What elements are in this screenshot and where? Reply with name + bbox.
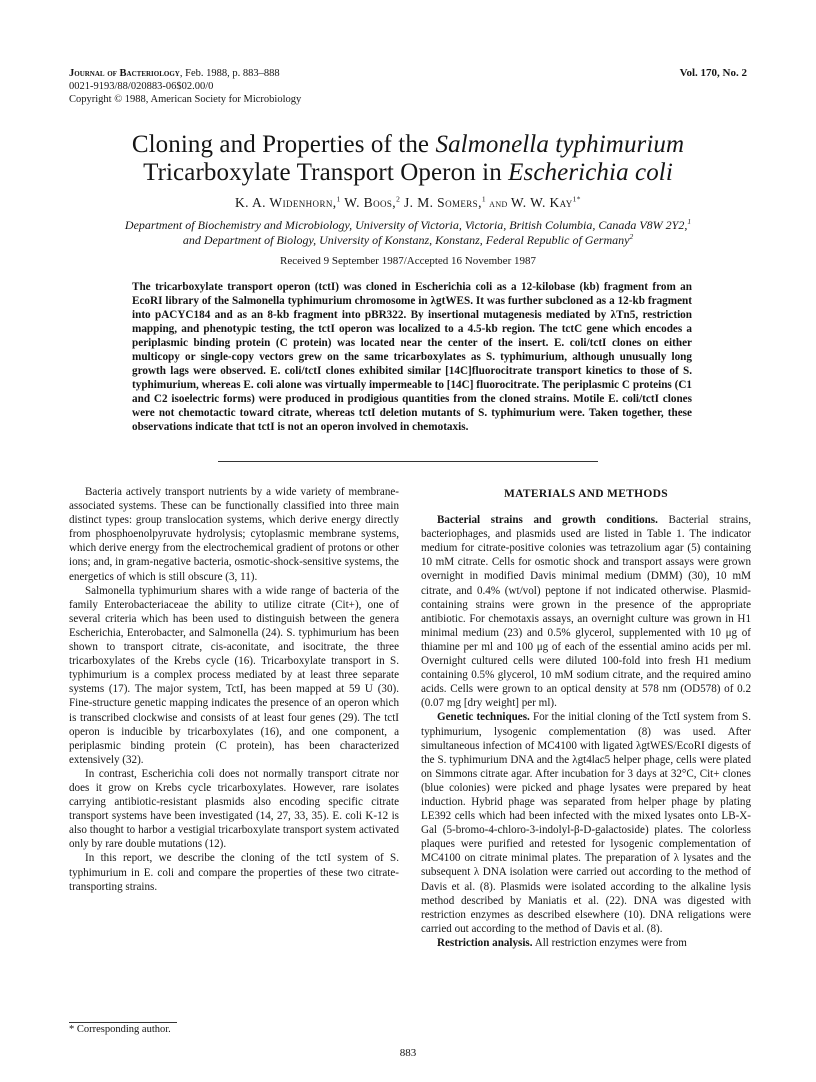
subsection-heading: Bacterial strains and growth conditions. [437,514,658,527]
footnote-divider [69,1022,177,1023]
abstract: The tricarboxylate transport operon (tctI) was cloned in Escherichia coli as a 12-kilobase (kb) fragment from an EcoRI library of the Salmonella typhimurium chromosome in λgtWES. It was further subcloned as a 12-kb fragment into pACYC184 and as an 8-kb fragment into pBR322. By insertional mutagenesis mediated by λTn5, restriction mapping, and phenotypic testing, the tctI operon was localized to a 4.5-kb region. The tctC gene which encodes a periplasmic binding protein (C protein) was located near the center of the insert. E. coli/tctI clones on either multicopy or single-copy vectors grew on the same tricarboxylates as S. typhimurium, although unusually long growth lags were observed. E. coli/tctI clones exhibited similar [14C]fluorocitrate transport kinetics to those of S. typhimurium, whereas E. coli alone was virtually impermeable to [14C] fluorocitrate. The periplasmic C proteins (C1 and C2 isoelectric forms) were produced in prodigious quantities from the cloned strains. Motile E. coli/tctI clones were not chemotactic toward citrate, whereas tctI deletion mutants of S. typhimurium were. Taken together, these observations indicate that tctI is not an operon involved in chemotaxis. [132,281,692,433]
left-column [69,485,399,894]
title-text: Cloning and Properties of the [131,131,436,158]
author-affil-mark: 1 [336,194,341,204]
author-affil-mark: 1* [572,194,581,204]
affiliation-2 [60,233,756,248]
body-paragraph: In this report, we describe the cloning of the tctI system of S. typhimurium in E. coli and compare the properties of these two citrate-transporting strains. [69,852,399,893]
author-name: K. A. Widenhorn, [235,195,337,210]
affiliation-mark: 1 [687,217,692,226]
footnote: * Corresponding author. [69,1024,171,1035]
body-paragraph [421,513,751,710]
received-dates: Received 9 September 1987/Accepted 16 November 1987 [280,255,536,267]
paragraph-text: For the initial cloning of the TctI system from S. typhimurium, lysogenic complementation (8) was used. After simultaneous infection of MC4100 with ligated λgtWES/EcoRI digests of the S. typhimurium DNA and the λgt4lac5 helper phage, cells were plated on Simmons citrate agar. After incubation for 3 days at 32°C, Cit+ clones (blue colonies) were picked and phage lysates were prepared by heat induction. Hybrid phage was separated from helper phage by plating LE392 cells which had been infected with the mixed lysates onto LB-X-Gal (5-bromo-4-chloro-3-indolyl-β-D-galactoside) plates. The colorless plaques were purified and retested for lysogenic complementation of MC4100 on citrate minimal plates. The preparation of λ lysates and the subsequent λ DNA isolation were carried out according to the method of Davis et al. (8). Plasmids were isolated according to the alkaline lysis method described by Maniatis et al. (22). DNA was digested with restriction enzymes as described elsewhere (10). DNA religations were carried out according to the method of Davis et al. (8). [421,711,751,935]
body-paragraph [421,710,751,936]
journal-citation [69,67,469,80]
body-paragraph: Salmonella typhimurium shares with a wide range of bacteria of the family Enterobacteriaceae the ability to utilize citrate (Cit+), one of several criteria which has been used to distinguish between the genera Escherichia, Enterobacter, and Salmonella (24). S. typhimurium has been shown to transport citrate, cis-aconitate, and isocitrate, the three tricarboxylates of the Krebs cycle (16). Tricarboxylate transport in S. typhimurium is a complex process mediated by at least three separate systems (17). The major system, TctI, has been mapped at 59 U (30). Fine-structure genetic mapping indicates the presence of an operon which is transcribed clockwise and consists of at least four genes (29). The tctI operon is inducible by tricarboxylates (16), and one component, a periplasmic binding protein (C protein), has been characterized extensively (32). [69,584,399,766]
author-affil-mark: 2 [396,194,401,204]
subsection-heading: Genetic techniques. [437,711,530,724]
affiliation-mark: 2 [629,232,634,241]
title-line-2 [60,159,756,187]
abstract-divider [218,461,598,462]
journal-header [69,67,469,106]
article-title [60,131,756,187]
page-number: 883 [399,1047,417,1059]
title-species: Salmonella typhimurium [435,131,685,158]
author-name: W. Boos, [340,195,397,210]
paragraph-text: All restriction enzymes were from [532,936,687,949]
title-species: Escherichia coli [508,159,673,186]
body-paragraph: Bacteria actively transport nutrients by a wide variety of membrane-associated systems. These can be functionally classified into three main distinct types: group translocation systems, which derive energy directly from phosphoenolpyruvate hydrolysis; cytoplasmic membrane systems, which derive energy from the electrochemical gradient of protons or other ions; and, in gram-negative bacteria, osmotic-shock-sensitive systems, the energetics of which is still obscure (3, 11). [69,486,399,583]
affiliation-1 [60,218,756,233]
section-heading: MATERIALS AND METHODS [504,488,668,500]
affiliations [60,218,756,248]
author-affil-mark: 1 [481,194,487,204]
author-name: J. M. Somers, [400,195,482,210]
author-name: W. W. Kay [510,195,573,210]
author-conjunction: and [486,198,511,210]
copyright-line: Copyright © 1988, American Society for Microbiology [69,94,302,105]
author-list [60,195,756,211]
affiliation-text: and Department of Biology, University of Konstanz, Konstanz, Federal Republic of Germany [182,233,630,247]
title-text: Tricarboxylate Transport Operon in [143,159,509,186]
title-line-1 [60,131,756,159]
journal-name: Journal of Bacteriology [69,68,180,79]
volume-label: Vol. 170, No. 2 [679,67,747,79]
affiliation-text: Department of Biochemistry and Microbiology, University of Victoria, Victoria, British Columbia, Canada V8W 2Y2, [124,218,688,232]
body-paragraph [421,936,751,950]
journal-code: 0021-9193/88/020883-06$02.00/0 [69,81,214,92]
right-column [421,485,751,950]
subsection-heading: Restriction analysis. [437,936,533,949]
paragraph-text: Bacterial strains, bacteriophages, and plasmids used are listed in Table 1. The indicator medium for citrate-positive colonies was tetrazolium agar (5) containing 10 mM citrate. Cells for osmotic shock and transport assays were grown overnight in modified Davis minimal medium (DMM) (30), 10 mM citrate, and 0.4% (wt/vol) peptone if not indicated otherwise. Plasmid-containing strains were grown in the presence of the appropriate antibiotic. For chemotaxis assays, an overnight culture was grown in H1 minimal medium (23) and 0.5% glycerol, supplemented with 10 μg of thiamine per ml and 100 μg of each of the essential amino acids per ml. Overnight cultured cells were diluted 100-fold into fresh H1 medium containing 0.5% glycerol, 10 mM sodium citrate, and the required amino acids. Cells were grown to an optical density at 578 nm (OD578) of 0.2 (0.07 mg [dry weight] per ml). [421,514,751,710]
journal-date: , Feb. 1988, p. 883–888 [179,68,280,79]
body-paragraph: In contrast, Escherichia coli does not normally transport citrate nor does it grow on Krebs cycle tricarboxylates. However, rare isolates carrying antibiotic-resistant plasmids also encoding specific citrate transport systems have been investigated (14, 27, 33, 35). E. coli K-12 is also thought to harbor a vestigial tricarboxylate transport system activated only by rare double mutations (12). [69,767,399,851]
